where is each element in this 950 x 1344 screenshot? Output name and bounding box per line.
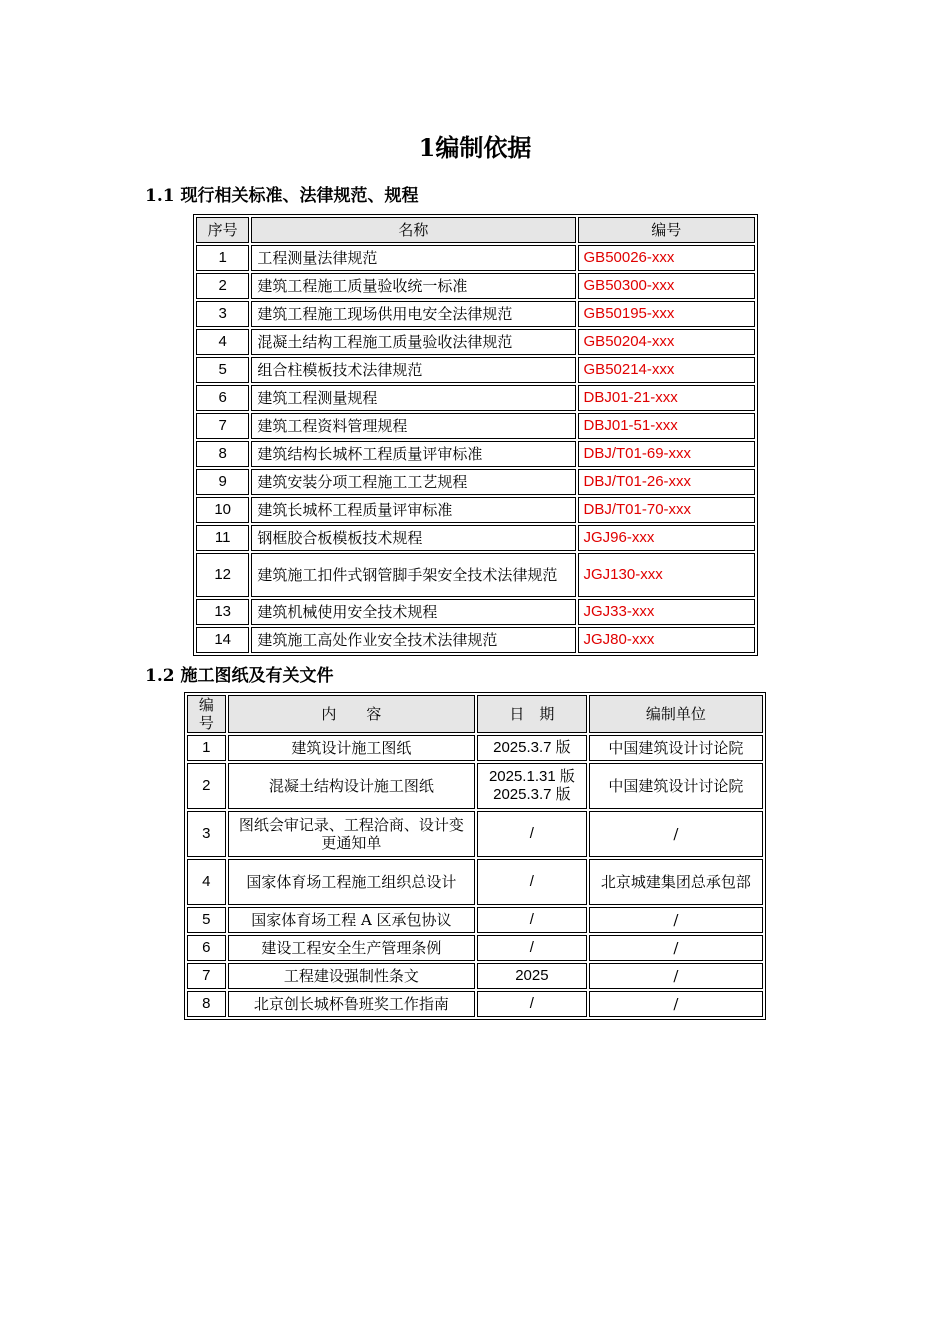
table-row	[196, 441, 755, 467]
table-header-row	[196, 217, 755, 243]
row-unit: 中国建筑设计讨论院	[589, 763, 763, 809]
row-index: 6	[196, 385, 249, 411]
row-code: JGJ96-xxx	[578, 525, 755, 551]
row-name: 建筑工程施工质量验收统一标准	[251, 273, 575, 299]
row-name: 建筑工程资料管理规程	[251, 413, 575, 439]
row-unit: /	[589, 963, 763, 989]
row-index: 11	[196, 525, 249, 551]
row-number: 5	[187, 907, 226, 933]
row-content: 图纸会审记录、工程洽商、设计变更通知单	[228, 811, 475, 857]
table-row	[196, 357, 755, 383]
row-name: 建筑工程测量规程	[251, 385, 575, 411]
table-row	[196, 525, 755, 551]
row-unit: /	[589, 935, 763, 961]
table-row	[196, 413, 755, 439]
row-name: 建筑施工高处作业安全技术法律规范	[251, 627, 575, 653]
row-date: 2025	[477, 963, 587, 989]
row-number: 3	[187, 811, 226, 857]
drawings-table	[184, 692, 766, 1020]
row-number: 2	[187, 763, 226, 809]
header-content: 内 容	[228, 695, 475, 733]
table-row	[187, 811, 763, 857]
table-row	[196, 599, 755, 625]
row-index: 10	[196, 497, 249, 523]
row-code: DBJ/T01-70-xxx	[578, 497, 755, 523]
row-name: 工程测量法律规范	[251, 245, 575, 271]
table-row	[187, 935, 763, 961]
page-title: 1编制依据	[418, 133, 532, 162]
row-code: JGJ130-xxx	[578, 553, 755, 597]
row-date: /	[477, 907, 587, 933]
row-date: 2025.3.7 版	[477, 735, 587, 761]
row-name: 建筑机械使用安全技术规程	[251, 599, 575, 625]
table-row	[187, 963, 763, 989]
header-date: 日 期	[477, 695, 587, 733]
row-index: 8	[196, 441, 249, 467]
table-row	[187, 859, 763, 905]
row-content: 混凝土结构设计施工图纸	[228, 763, 475, 809]
row-unit: 北京城建集团总承包部	[589, 859, 763, 905]
row-number: 7	[187, 963, 226, 989]
table-row	[187, 991, 763, 1017]
row-code: GB50026-xxx	[578, 245, 755, 271]
row-content: 国家体育场工程施工组织总设计	[228, 859, 475, 905]
row-name: 建筑施工扣件式钢管脚手架安全技术法律规范	[251, 553, 575, 597]
row-code: DBJ/T01-26-xxx	[578, 469, 755, 495]
header-code: 编号	[578, 217, 755, 243]
row-unit: /	[589, 811, 763, 857]
row-name: 钢框胶合板模板技术规程	[251, 525, 575, 551]
section-heading-standards: 1.1 现行相关标准、法律规范、规程	[145, 186, 419, 206]
row-index: 7	[196, 413, 249, 439]
row-index: 9	[196, 469, 249, 495]
table-row	[196, 245, 755, 271]
row-code: DBJ/T01-69-xxx	[578, 441, 755, 467]
row-name: 建筑工程施工现场供用电安全法律规范	[251, 301, 575, 327]
table-row	[196, 385, 755, 411]
header-index: 序号	[196, 217, 249, 243]
section-heading-drawings: 1.2 施工图纸及有关文件	[145, 666, 334, 686]
row-code: DBJ01-21-xxx	[578, 385, 755, 411]
row-code: GB50204-xxx	[578, 329, 755, 355]
row-number: 4	[187, 859, 226, 905]
table-row	[187, 907, 763, 933]
row-date: /	[477, 935, 587, 961]
row-content: 建筑设计施工图纸	[228, 735, 475, 761]
row-date: /	[477, 811, 587, 857]
header-name: 名称	[251, 217, 575, 243]
row-code: DBJ01-51-xxx	[578, 413, 755, 439]
table-row	[196, 273, 755, 299]
row-content: 工程建设强制性条文	[228, 963, 475, 989]
row-unit: /	[589, 991, 763, 1017]
row-index: 5	[196, 357, 249, 383]
row-code: JGJ80-xxx	[578, 627, 755, 653]
row-date: /	[477, 859, 587, 905]
row-name: 建筑安装分项工程施工工艺规程	[251, 469, 575, 495]
row-number: 6	[187, 935, 226, 961]
table-row	[196, 497, 755, 523]
table-row	[196, 627, 755, 653]
row-index: 12	[196, 553, 249, 597]
row-index: 2	[196, 273, 249, 299]
row-name: 建筑结构长城杯工程质量评审标准	[251, 441, 575, 467]
header-unit: 编制单位	[589, 695, 763, 733]
table-row	[196, 301, 755, 327]
row-index: 14	[196, 627, 249, 653]
row-unit: /	[589, 907, 763, 933]
row-index: 4	[196, 329, 249, 355]
row-index: 13	[196, 599, 249, 625]
row-code: GB50300-xxx	[578, 273, 755, 299]
row-index: 1	[196, 245, 249, 271]
row-number: 1	[187, 735, 226, 761]
table-row	[187, 763, 763, 809]
row-code: GB50195-xxx	[578, 301, 755, 327]
row-index: 3	[196, 301, 249, 327]
row-number: 8	[187, 991, 226, 1017]
row-content: 国家体育场工程 A 区承包协议	[228, 907, 475, 933]
table-header-row	[187, 695, 763, 733]
table-row	[196, 469, 755, 495]
table-row	[187, 735, 763, 761]
row-name: 组合柱模板技术法律规范	[251, 357, 575, 383]
row-date: /	[477, 991, 587, 1017]
row-content: 建设工程安全生产管理条例	[228, 935, 475, 961]
row-code: GB50214-xxx	[578, 357, 755, 383]
table-row	[196, 553, 755, 597]
row-unit: 中国建筑设计讨论院	[589, 735, 763, 761]
row-date: 2025.1.31 版 2025.3.7 版	[477, 763, 587, 809]
standards-table	[193, 214, 758, 656]
row-code: JGJ33-xxx	[578, 599, 755, 625]
row-name: 建筑长城杯工程质量评审标准	[251, 497, 575, 523]
row-content: 北京创长城杯鲁班奖工作指南	[228, 991, 475, 1017]
table-row	[196, 329, 755, 355]
row-name: 混凝土结构工程施工质量验收法律规范	[251, 329, 575, 355]
header-number: 编号	[187, 695, 226, 733]
